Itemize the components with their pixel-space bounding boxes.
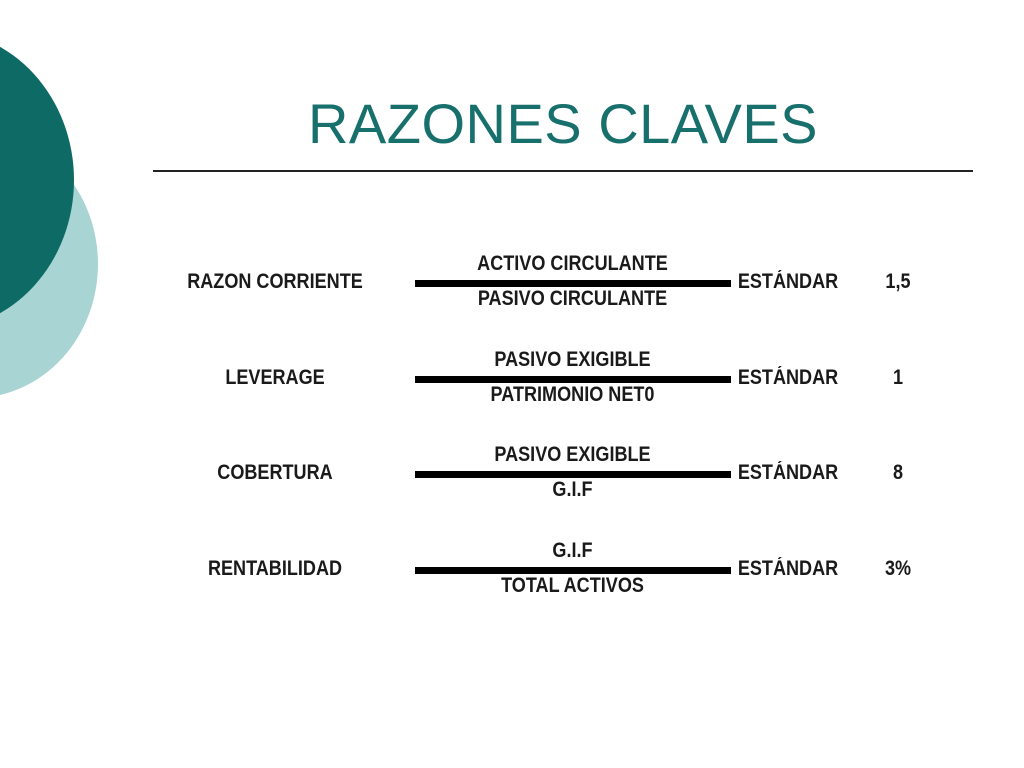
slide-title: RAZONES CLAVES (307, 92, 819, 155)
fraction-bar (415, 376, 731, 383)
ratio-denominator: G.I.F (552, 478, 593, 501)
ratio-standard-label: ESTÁNDAR (737, 270, 839, 293)
title-divider (153, 170, 973, 172)
ratio-numerator: PASIVO EXIGIBLE (494, 348, 651, 371)
ratio-numerator: PASIVO EXIGIBLE (494, 443, 651, 466)
ratio-standard-value: 3% (884, 557, 912, 580)
ratio-standard-value: 1,5 (885, 270, 911, 293)
ratio-label: LEVERAGE (225, 366, 325, 389)
ratio-row-rentabilidad (0, 530, 1024, 610)
ratio-standard-value: 1 (892, 366, 904, 389)
ratio-denominator: PASIVO CIRCULANTE (477, 287, 668, 310)
ratio-standard-label: ESTÁNDAR (737, 557, 839, 580)
ratio-standard-value: 8 (892, 461, 904, 484)
ratio-row-leverage (0, 339, 1024, 419)
ratio-standard-label: ESTÁNDAR (737, 366, 839, 389)
ratio-label: RENTABILIDAD (207, 557, 343, 580)
ratio-label: COBERTURA (217, 461, 333, 484)
ratio-standard-label: ESTÁNDAR (737, 461, 839, 484)
ratio-denominator: PATRIMONIO NET0 (490, 383, 655, 406)
fraction-bar (415, 567, 731, 574)
ratio-row-cobertura (0, 434, 1024, 514)
fraction-bar (415, 280, 731, 287)
ratio-numerator: G.I.F (552, 539, 593, 562)
fraction-bar (415, 471, 731, 478)
ratio-row-razon-corriente (0, 243, 1024, 323)
ratio-label: RAZON CORRIENTE (187, 270, 363, 293)
ratio-numerator: ACTIVO CIRCULANTE (477, 252, 668, 275)
ratio-denominator: TOTAL ACTIVOS (501, 574, 644, 597)
